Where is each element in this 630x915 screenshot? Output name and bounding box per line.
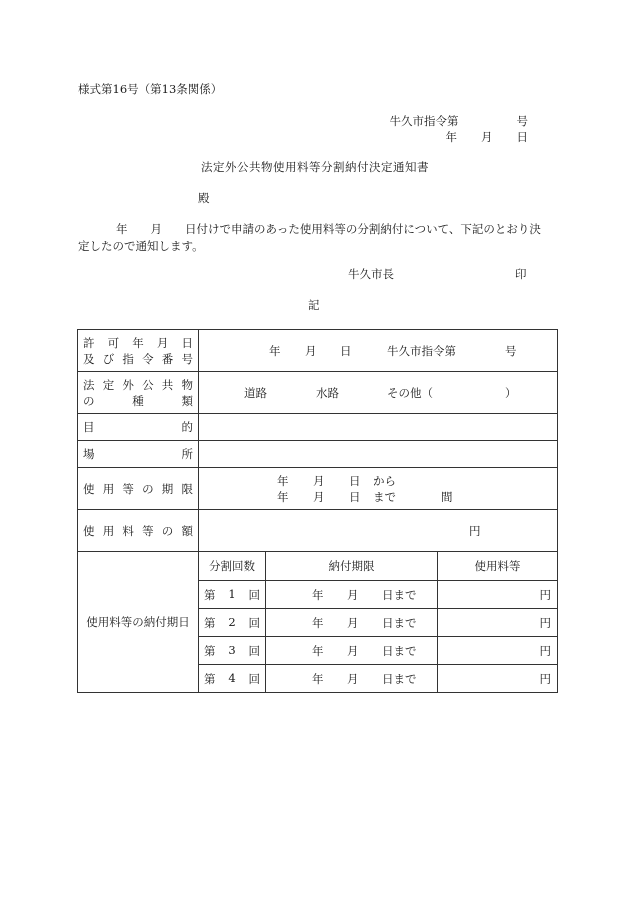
- installment-fee: 円: [438, 665, 558, 693]
- installment-fee: 円: [438, 609, 558, 637]
- installment-count: 第 4 回: [199, 665, 266, 693]
- installment-count: 第 2 回: [199, 609, 266, 637]
- body-text: 年 月 日付けで申請のあった使用料等の分割納付について、下記のとおり決定したので通知します。: [78, 222, 541, 253]
- installment-deadline: 年 月 日まで: [266, 637, 438, 665]
- issue-date-line: [446, 130, 529, 146]
- form-number: 様式第16号（第13条関係）: [78, 82, 223, 96]
- row-permit: [78, 330, 558, 372]
- row-amount: [78, 510, 558, 552]
- row-purpose: [78, 414, 558, 441]
- ki-heading: 記: [308, 298, 320, 312]
- ref-suffix: 号: [516, 114, 528, 128]
- value-period: 年 月 日 から 年 月 日 まで 間: [199, 468, 558, 510]
- installment-fee: 円: [438, 637, 558, 665]
- installment-deadline: 年 月 日まで: [266, 609, 438, 637]
- reference-number-line: [390, 114, 529, 130]
- installment-count: 第 3 回: [199, 637, 266, 665]
- header-fee: 使用料等: [438, 552, 558, 581]
- details-table: [77, 329, 558, 693]
- installment-count: 第 1 回: [199, 581, 266, 609]
- header-deadline: 納付期限: [266, 552, 438, 581]
- date-day: 日: [516, 130, 528, 144]
- installment-header-row: [78, 552, 558, 581]
- row-location: [78, 441, 558, 468]
- installment-deadline: 年 月 日まで: [266, 665, 438, 693]
- value-amount: 円: [199, 510, 558, 552]
- value-location: [199, 441, 558, 468]
- installment-fee: 円: [438, 581, 558, 609]
- option-other: その他（: [387, 386, 433, 400]
- row-type: [78, 372, 558, 414]
- addressee-suffix: 殿: [198, 191, 210, 205]
- label-period: 使 用 等 の 期 限: [78, 468, 199, 510]
- label-amount: 使 用 料 等 の 額: [78, 510, 199, 552]
- date-month: 月: [481, 130, 493, 144]
- issuer-name: 牛久市長: [348, 267, 394, 281]
- date-year: 年: [445, 130, 457, 144]
- ref-prefix: 牛久市指令第: [389, 114, 459, 128]
- value-type: [199, 372, 558, 414]
- label-installments: 使用料等の納付期日: [78, 552, 199, 693]
- seal-mark: 印: [515, 267, 527, 281]
- row-period: [78, 468, 558, 510]
- label-purpose: 目 的: [78, 414, 199, 441]
- document-title: 法定外公共物使用料等分割納付決定通知書: [201, 160, 429, 174]
- label-location: 場 所: [78, 441, 199, 468]
- option-other-close: ）: [505, 386, 517, 400]
- label-type: 法 定 外 公 共 物 の 種 類: [78, 372, 199, 414]
- label-permit: 許 可 年 月 日 及 び 指 令 番 号: [78, 330, 199, 372]
- option-water: 水路: [316, 386, 339, 400]
- installment-deadline: 年 月 日まで: [266, 581, 438, 609]
- option-road: 道路: [244, 386, 267, 400]
- value-permit: 年 月 日 牛久市指令第 号: [199, 330, 558, 372]
- header-count: 分割回数: [199, 552, 266, 581]
- value-purpose: [199, 414, 558, 441]
